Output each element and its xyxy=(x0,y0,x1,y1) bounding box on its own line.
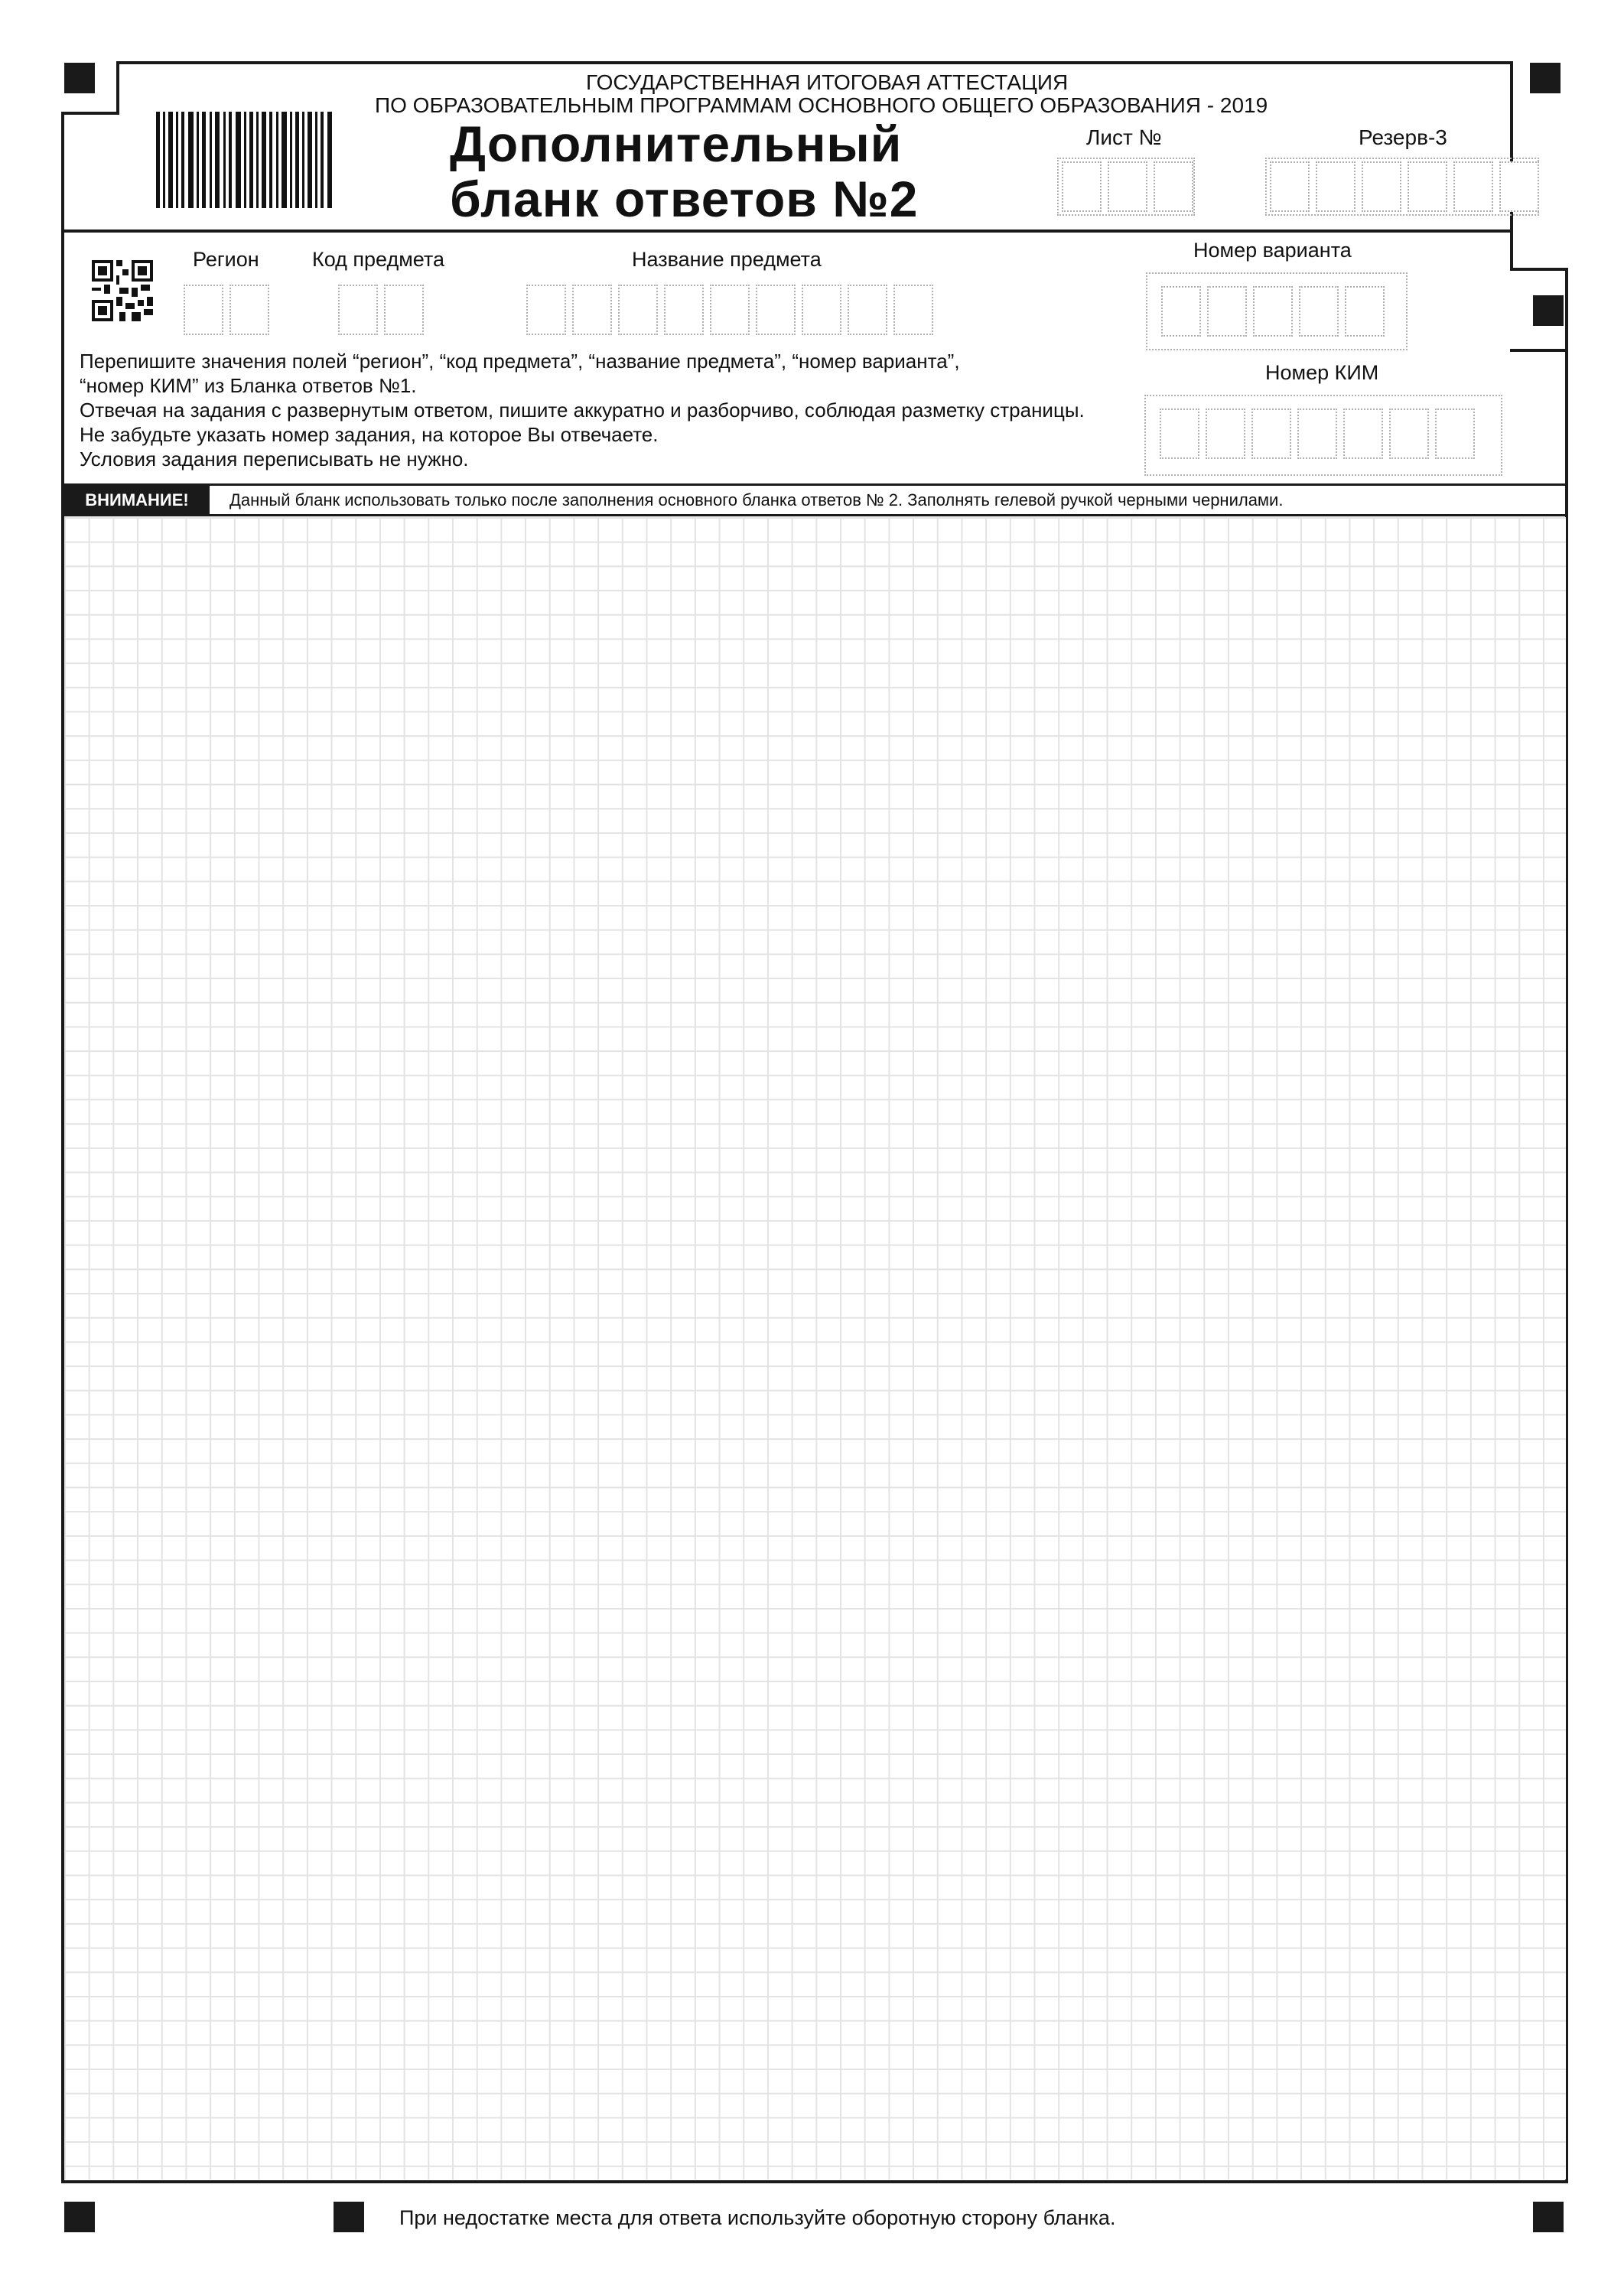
frame-top xyxy=(116,61,1513,64)
reserve-cells xyxy=(1270,161,1545,212)
kim-number-cell[interactable] xyxy=(1435,409,1475,459)
registration-marker-icon xyxy=(334,2202,364,2232)
registration-marker-icon xyxy=(64,63,95,93)
subject-name-cell[interactable] xyxy=(526,285,566,335)
page-title-line-1: Дополнительный xyxy=(450,116,903,172)
registration-marker-icon xyxy=(1530,63,1561,93)
kim-number-cells xyxy=(1160,409,1481,459)
variant-number-cell[interactable] xyxy=(1207,286,1247,337)
registration-marker-icon xyxy=(1533,2202,1564,2232)
sheet-number-cells xyxy=(1062,161,1199,212)
page-title-line-2: бланк ответов №2 xyxy=(450,171,919,227)
variant-number-cell[interactable] xyxy=(1161,286,1201,337)
variant-number-cell[interactable] xyxy=(1299,286,1339,337)
frame-left-step xyxy=(61,112,119,115)
region-cell[interactable] xyxy=(184,285,223,335)
region-cell[interactable] xyxy=(229,285,269,335)
subject-name-cell[interactable] xyxy=(618,285,658,335)
attention-bottom-line xyxy=(61,514,1568,516)
sheet-number-label: Лист № xyxy=(1086,125,1162,149)
reserve-cell[interactable] xyxy=(1362,161,1401,212)
instructions xyxy=(80,349,1085,471)
subject-code-cells xyxy=(338,285,430,335)
sheet-number-cell[interactable] xyxy=(1154,161,1193,212)
reserve-cell[interactable] xyxy=(1499,161,1539,212)
frame-bottom xyxy=(61,2180,1568,2183)
subject-code-label: Код предмета xyxy=(312,248,444,271)
subject-name-cell[interactable] xyxy=(710,285,750,335)
attention-text: Данный бланк использовать только после заполнения основного бланка ответов № 2. Заполнять гелевой ручкой черными чернилами. xyxy=(229,490,1284,509)
header-line-2: ПО ОБРАЗОВАТЕЛЬНЫМ ПРОГРАММАМ ОСНОВНОГО ОБЩЕГО ОБРАЗОВАНИЯ - 2019 xyxy=(375,93,1268,117)
barcode-icon xyxy=(156,112,334,208)
reserve-cell[interactable] xyxy=(1270,161,1310,212)
frame-right-notch-side xyxy=(1565,268,1568,352)
subject-name-cell[interactable] xyxy=(756,285,796,335)
variant-number-cell[interactable] xyxy=(1253,286,1293,337)
variant-number-cells xyxy=(1161,286,1391,337)
subject-name-cell[interactable] xyxy=(848,285,887,335)
variant-number-cell[interactable] xyxy=(1345,286,1385,337)
registration-marker-icon xyxy=(1533,295,1564,326)
reserve-cell[interactable] xyxy=(1316,161,1356,212)
instruction-line: Отвечая на задания с развернутым ответом, пишите аккуратно и разборчиво, соблюдая разметку страницы. xyxy=(80,399,1085,422)
kim-number-cell[interactable] xyxy=(1343,409,1383,459)
region-label: Регион xyxy=(193,248,259,271)
attention-badge xyxy=(64,486,210,514)
subject-code-cell[interactable] xyxy=(338,285,378,335)
subject-code-cell[interactable] xyxy=(384,285,424,335)
kim-number-label: Номер КИМ xyxy=(1265,361,1379,384)
header-line-1: ГОСУДАРСТВЕННАЯ ИТОГОВАЯ АТТЕСТАЦИЯ xyxy=(586,70,1069,94)
reserve-cell[interactable] xyxy=(1453,161,1493,212)
footer-note: При недостатке места для ответа используйте оборотную сторону бланка. xyxy=(399,2206,1116,2229)
kim-number-cell[interactable] xyxy=(1160,409,1199,459)
frame-right-notch-bottom xyxy=(1510,349,1568,352)
attention-label: ВНИМАНИЕ! xyxy=(85,490,189,509)
subject-name-cell[interactable] xyxy=(664,285,704,335)
sheet-number-cell[interactable] xyxy=(1062,161,1102,212)
frame-left-upper xyxy=(116,61,119,113)
subject-name-cell[interactable] xyxy=(802,285,841,335)
answer-grid[interactable] xyxy=(64,517,1566,2179)
subject-name-label: Название предмета xyxy=(632,248,822,271)
variant-number-label: Номер варианта xyxy=(1193,239,1352,262)
qr-code-icon xyxy=(92,260,153,321)
kim-number-cell[interactable] xyxy=(1251,409,1291,459)
region-cells xyxy=(184,285,275,335)
subject-name-cell[interactable] xyxy=(572,285,612,335)
reserve-cell[interactable] xyxy=(1408,161,1447,212)
registration-marker-icon xyxy=(64,2202,95,2232)
reserve-label: Резерв-3 xyxy=(1359,125,1447,149)
subject-name-cells xyxy=(526,285,939,335)
instruction-line: Условия задания переписывать не нужно. xyxy=(80,448,469,470)
instruction-line: Перепишите значения полей “регион”, “код предмета”, “название предмета”, “номер варианта”, xyxy=(80,350,960,373)
instruction-line: “номер КИМ” из Бланка ответов №1. xyxy=(80,374,417,397)
frame-right-notch-top xyxy=(1510,268,1568,271)
attention-top-line xyxy=(61,483,1568,486)
instruction-line: Не забудьте указать номер задания, на которое Вы отвечаете. xyxy=(80,423,659,446)
kim-number-cell[interactable] xyxy=(1206,409,1245,459)
kim-number-cell[interactable] xyxy=(1389,409,1429,459)
sheet-number-cell[interactable] xyxy=(1108,161,1147,212)
kim-number-cell[interactable] xyxy=(1297,409,1337,459)
header-divider xyxy=(61,230,1513,233)
subject-name-cell[interactable] xyxy=(893,285,933,335)
